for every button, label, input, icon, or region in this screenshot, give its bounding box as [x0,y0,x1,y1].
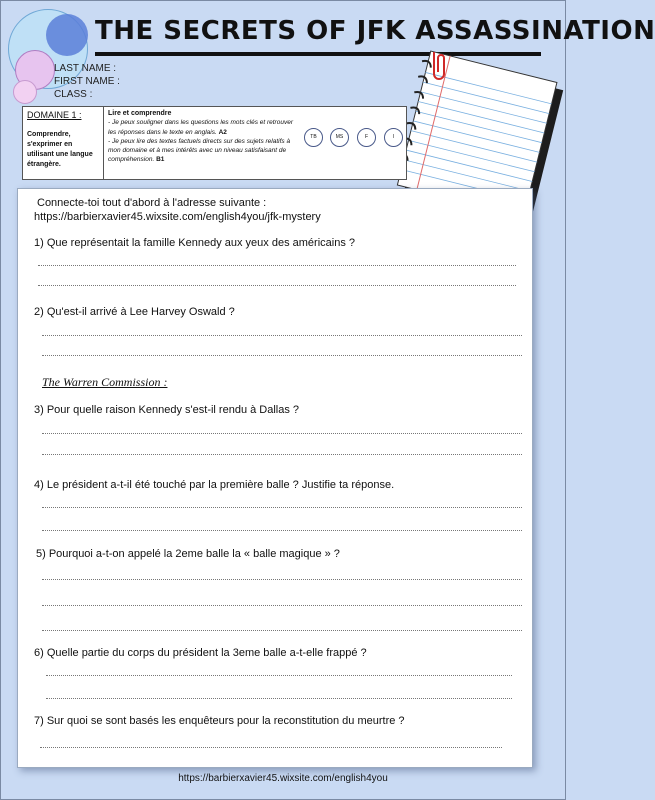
decor-circle-dark-blue [46,14,88,56]
answer-line[interactable] [42,630,522,631]
answer-line[interactable] [42,454,522,455]
skills-heading: Lire et comprendre [108,110,172,117]
decor-circle-small-pink [13,80,37,104]
answer-line[interactable] [38,285,516,286]
question-7: 7) Sur quoi se sont basés les enquêteurs pour la reconstitution du meurtre ? [34,715,405,727]
domain-cell [23,107,104,179]
question-4: 4) Le président a-t-il été touché par la première balle ? Justifie ta réponse. [34,479,395,491]
skill-item-1-text: - Je peux souligner dans les questions les mots clés et retrouver les réponses dans le texte en anglais. [108,119,293,136]
question-3: 3) Pour quelle raison Kennedy s'est-il rendu à Dallas ? [34,404,300,416]
competence-table [22,106,407,180]
answer-line[interactable] [46,675,512,676]
skill-item-2-text: - Je peux lire des textes factuels directs sur des sujets relatifs à mon domaine et à mes intérêts avec un niveau satisfaisant de compréhension. [108,137,291,164]
answer-line[interactable] [42,530,522,531]
answer-line[interactable] [38,265,516,266]
last-name-label: LAST NAME : [54,63,117,74]
intro-url: https://barbierxavier45.wixsite.com/english4you/jfk-mystery [34,211,321,223]
question-5: 5) Pourquoi a-t-on appelé la 2eme balle la « balle magique » ? [36,548,340,560]
answer-line[interactable] [46,698,512,699]
answer-line[interactable] [42,335,522,336]
intro-text [34,196,321,224]
first-name-label: FIRST NAME : [54,76,120,87]
question-2: 2) Qu'est-il arrivé à Lee Harvey Oswald ? [34,306,235,318]
answer-line[interactable] [42,507,522,508]
footer-url[interactable]: https://barbierxavier45.wixsite.com/english4you [178,773,388,784]
section-subheading: The Warren Commission : [42,375,168,389]
worksheet-card [17,188,533,768]
level-circle-tb[interactable]: TB [304,128,323,147]
level-circle-i[interactable]: I [384,128,403,147]
answer-line[interactable] [42,579,522,580]
class-label: CLASS : [54,89,93,100]
question-1: 1) Que représentait la famille Kennedy aux yeux des américains ? [34,237,356,249]
question-6: 6) Quelle partie du corps du président la 3eme balle a-t-elle frappé ? [34,647,367,659]
answer-line[interactable] [42,605,522,606]
skills-cell [108,109,303,165]
level-circle-ms[interactable]: MS [330,128,349,147]
answer-line[interactable] [42,433,522,434]
skill-item-1 [108,118,303,137]
worksheet-title: THE SECRETS OF JFK ASSASSINATION [95,14,541,56]
level-circle-f[interactable]: F [357,128,376,147]
intro-line-1: Connecte-toi tout d'abord à l'adresse suivante : [37,197,267,209]
skill-item-2-level: B1 [156,156,165,164]
skill-item-2 [108,137,303,165]
answer-line[interactable] [42,355,522,356]
domain-label: DOMAINE 1 : [27,110,82,120]
answer-line[interactable] [40,747,502,748]
domain-description: Comprendre, s'exprimer en utilisant une langue étrangère. [27,131,93,168]
skill-item-1-level: A2 [218,128,227,136]
